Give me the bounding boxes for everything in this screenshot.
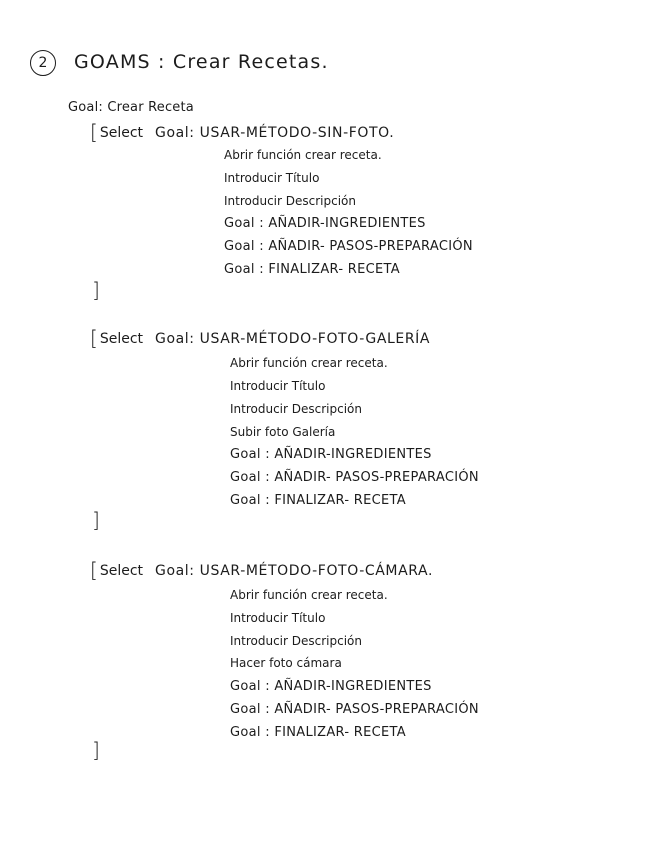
step-item: Goal : AÑADIR- PASOS-PREPARACIÓN xyxy=(224,239,473,254)
select-label: Select xyxy=(99,331,144,347)
select-goal-name: Goal: USAR-MÉTODO-FOTO-CÁMARA. xyxy=(155,563,434,579)
bracket-open: [ xyxy=(90,558,98,582)
step-item: Goal : AÑADIR- PASOS-PREPARACIÓN xyxy=(230,470,479,485)
step-item: Introducir Descripción xyxy=(230,402,362,416)
step-item: Goal : FINALIZAR- RECETA xyxy=(230,725,406,740)
select-goal-name: Goal: USAR-MÉTODO-SIN-FOTO. xyxy=(155,125,395,141)
page-title-text: GOAMS : Crear Recetas. xyxy=(74,51,329,73)
step-item: Goal : FINALIZAR- RECETA xyxy=(230,493,406,508)
step-item: Goal : AÑADIR-INGREDIENTES xyxy=(230,679,432,694)
step-item: Hacer foto cámara xyxy=(230,656,342,670)
select-line xyxy=(90,120,394,144)
bracket-close: ] xyxy=(92,738,100,762)
select-line xyxy=(90,326,430,350)
bracket-close: ] xyxy=(92,508,100,532)
step-item: Goal : AÑADIR-INGREDIENTES xyxy=(230,447,432,462)
section-number-badge: 2 xyxy=(30,50,56,76)
step-item: Introducir Título xyxy=(224,171,320,185)
select-label: Select xyxy=(99,563,144,579)
step-item: Introducir Título xyxy=(230,379,326,393)
select-line xyxy=(90,558,433,582)
step-item: Abrir función crear receta. xyxy=(230,588,388,602)
select-goal-name: Goal: USAR-MÉTODO-FOTO-GALERÍA xyxy=(155,331,431,347)
step-item: Introducir Descripción xyxy=(224,194,356,208)
bracket-close: ] xyxy=(92,278,100,302)
step-item: Subir foto Galería xyxy=(230,425,336,439)
step-item: Introducir Título xyxy=(230,611,326,625)
bracket-open: [ xyxy=(90,326,98,350)
step-item: Goal : AÑADIR- PASOS-PREPARACIÓN xyxy=(230,702,479,717)
step-item: Abrir función crear receta. xyxy=(224,148,382,162)
step-item: Introducir Descripción xyxy=(230,634,362,648)
bracket-open: [ xyxy=(90,120,98,144)
step-item: Goal : FINALIZAR- RECETA xyxy=(224,262,400,277)
step-item: Abrir función crear receta. xyxy=(230,356,388,370)
step-item: Goal : AÑADIR-INGREDIENTES xyxy=(224,216,426,231)
select-label: Select xyxy=(99,125,144,141)
root-goal: Goal: Crear Receta xyxy=(68,100,194,115)
